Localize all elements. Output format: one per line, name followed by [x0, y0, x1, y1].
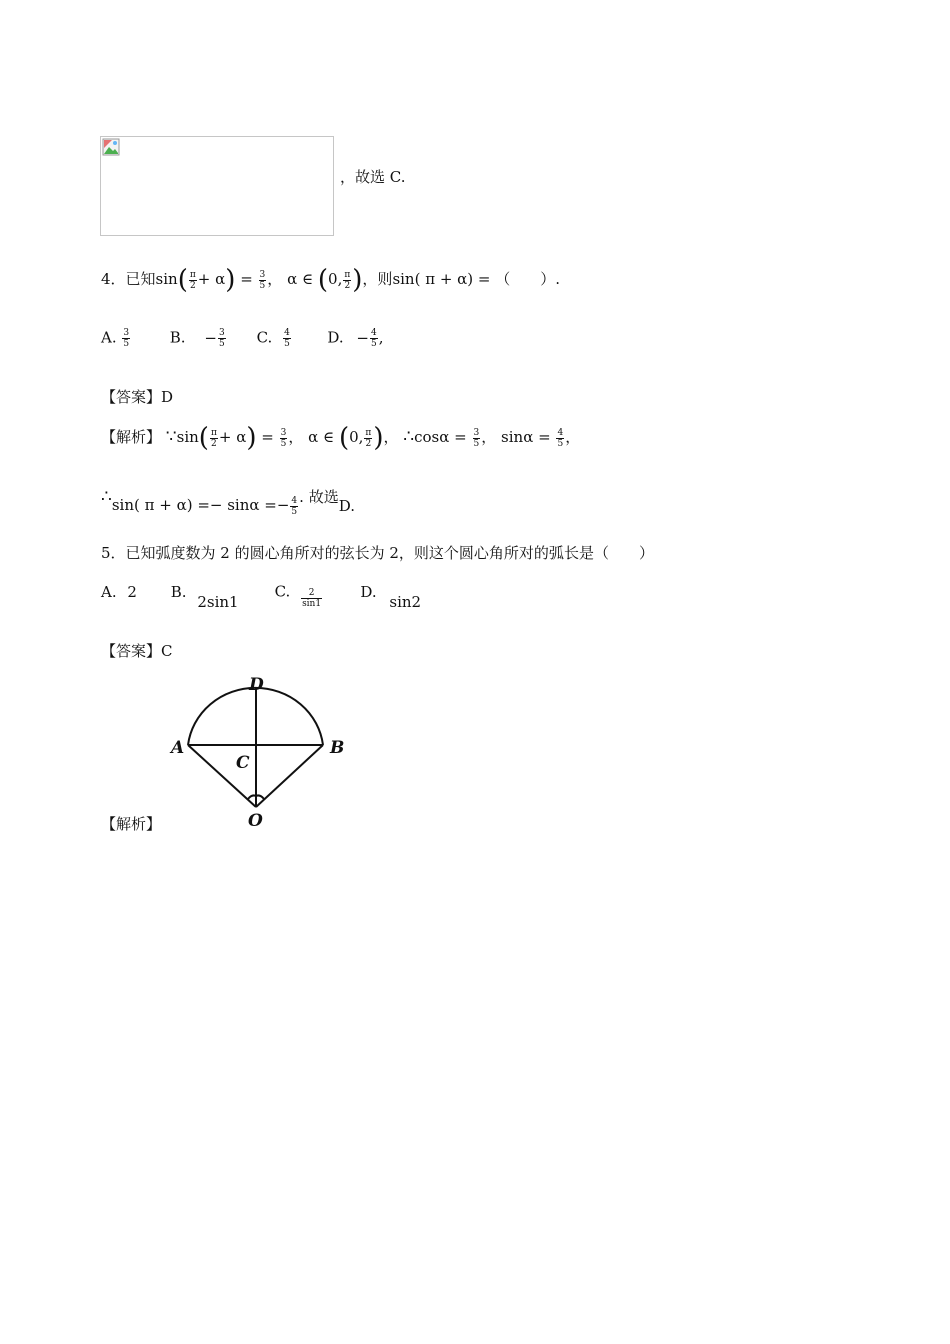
radius-ob [256, 745, 323, 807]
q4-plus-alpha: + α [197, 270, 226, 288]
q4-answer [101, 386, 173, 407]
q5-option-a: A. 2 [101, 582, 137, 601]
q4-comma: ， [267, 270, 283, 288]
q5-options [101, 582, 422, 611]
broken-image-icon [102, 138, 120, 156]
sector-diagram [166, 670, 366, 835]
q4-prefix: 4．已知 [101, 270, 156, 288]
q4-frac-3-5: $\frac{3}{5}$ [259, 269, 266, 291]
label-d: D [249, 675, 264, 695]
solution-label: 【解析】 [101, 428, 162, 446]
q4-then: ，则 [362, 270, 393, 288]
q4-sin: sin [155, 270, 178, 288]
q4-frac-pi-2: $\frac{\pi}{2}$ [189, 269, 196, 291]
q4-interval-close: ) [352, 265, 363, 295]
angle-mark-left [248, 795, 256, 799]
q4-interval-open: ( [317, 265, 329, 295]
question-5: 5．已知弧度数为 2 的圆心角所对的弦长为 2，则这个圆心角所对的弧长是（ ） [101, 544, 654, 562]
label-b: B [330, 738, 345, 758]
q4-solution-line-1: 【解析】 ∵sin( $\frac{\pi}{2}$ + α) = $\frac{3}{5}$ ， α ∈ (0, $\frac{\pi}{2}$ )， ∴cosα = $\frac{3}{5}$ ， sinα = $\frac{4}{5}$ ， [101, 423, 581, 453]
therefore-symbol: ∴ [403, 427, 415, 447]
q4-option-d: D. − $\frac{4}{5}$ , [327, 328, 384, 349]
q5-option-d: D. sin2 [360, 582, 422, 611]
answer-label: 【答案】 [101, 642, 162, 660]
q4-alpha-in: α ∈ [287, 270, 314, 288]
q4-paren-open: ( [177, 265, 188, 295]
q5-option-c: C. $\frac{2}{\sin 1}$ [274, 582, 322, 609]
q4-option-c: C. $\frac{4}{5}$ [256, 328, 290, 349]
answer-value: D [161, 388, 174, 406]
answer-value: C [161, 642, 173, 660]
top-tail-text: ，故选 C. [340, 168, 406, 186]
question-4 [101, 265, 561, 295]
q4-blank: （ ）. [495, 270, 561, 288]
answer-label: 【答案】 [101, 388, 162, 406]
q4-paren-close: ) [225, 265, 236, 295]
q5-solution-label: 【解析】 [101, 815, 162, 833]
q4-options [101, 328, 383, 349]
q4-solution-line-2: ∴sin( π + α) =− sinα =− $\frac{4}{5}$ . 故选D. [101, 487, 355, 517]
label-c: C [236, 753, 250, 773]
q5-option-b: B. 2sin1 [170, 582, 239, 611]
q4-sin-pi-alpha: sin( π + α) = [392, 270, 491, 288]
broken-image-placeholder [100, 136, 334, 236]
q4-option-a: A. $\frac{3}{5}$ [101, 328, 130, 349]
because-symbol: ∵ [165, 427, 177, 447]
angle-mark-right [256, 795, 264, 799]
q4-option-b: B. − $\frac{3}{5}$ [169, 328, 225, 349]
q4-eq: = [240, 270, 253, 288]
label-o: O [248, 811, 263, 831]
q4-frac-pi-2-b: $\frac{\pi}{2}$ [344, 269, 351, 291]
q5-answer [101, 640, 173, 661]
label-a: A [171, 738, 185, 758]
therefore-symbol-2: ∴ [101, 487, 112, 507]
q4-zero: 0, [328, 270, 343, 288]
